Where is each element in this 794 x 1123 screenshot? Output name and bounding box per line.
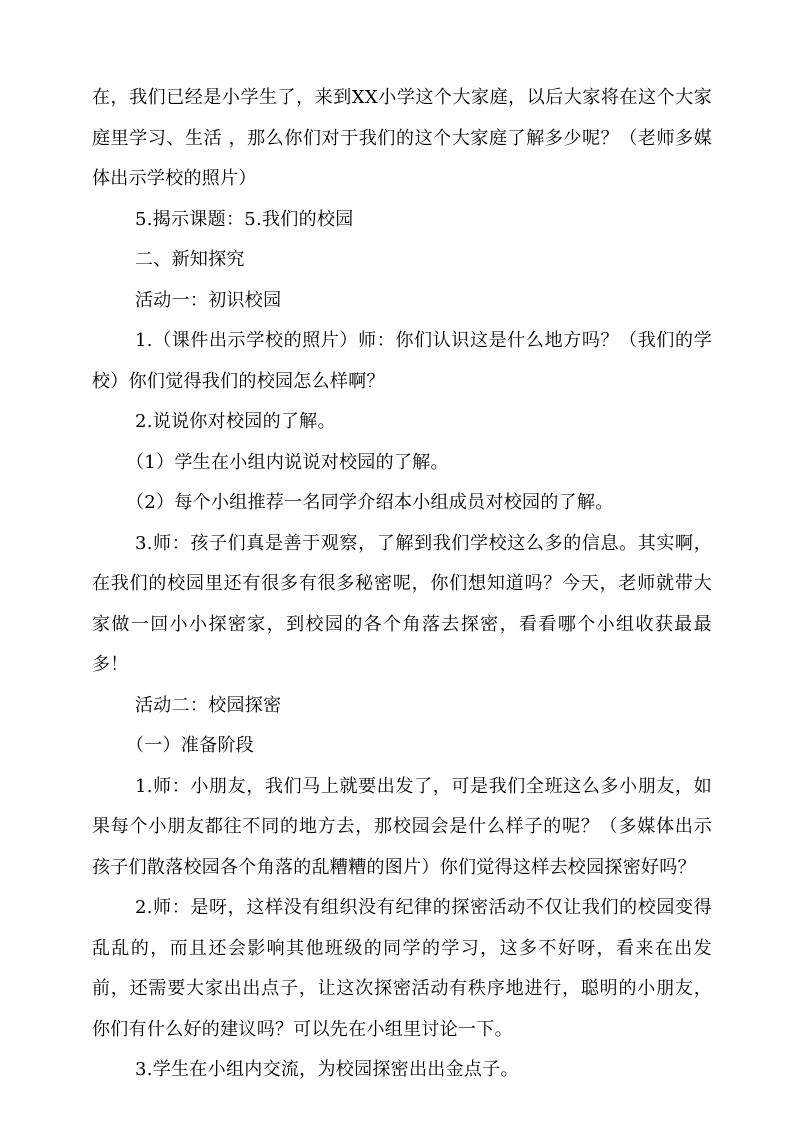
paragraph-activity2-step3: 3.学生在小组内交流，为校园探密出出金点子。 [135,1059,519,1080]
activity-heading-1: 活动一：初识校园 [135,289,282,311]
paragraph-activity1-step2: 2.说说你对校园的了解。 [135,411,336,432]
paragraph-activity2-step1: 1.师：小朋友，我们马上就要出发了，可是我们全班这么多小朋友，如果每个小朋友都往不同的地方去，那校园会是什么样子的呢？（多媒体出示孩子们散落校园各个角落的乱糟糟的图片）你们觉得这样去校园探密好吗？ [92,775,712,878]
activity-heading-2: 活动二：校园探密 [135,694,282,716]
paragraph-activity1-substep2: （2）每个小组推荐一名同学介绍本小组成员对校园的了解。 [126,492,614,513]
paragraph-reveal-topic: 5.揭示课题：5.我们的校园 [135,208,354,230]
paragraph-activity1-step3: 3.师：孩子们真是善于观察，了解到我们学校这么多的信息。其实啊，在我们的校园里还有很多有很多秘密呢，你们想知道吗？今天，老师就带大家做一回小小探密家，到校园的各个角落去探密，看看哪个小组收获最最多！ [92,532,712,675]
paragraph-intro: 在，我们已经是小学生了，来到XX小学这个大家庭，以后大家将在这个大家庭里学习、生活 ，那么你们对于我们的这个大家庭了解多少呢？（老师多媒体出示学校的照片） [92,87,712,189]
stage-heading-preparation: （一）准备阶段 [126,735,255,756]
document-page [92,78,712,1091]
paragraph-activity1-step1: 1.（课件出示学校的照片）师：你们认识这是什么地方吗？（我们的学校）你们觉得我们的校园怎么样啊？ [92,330,712,392]
paragraph-activity1-substep1: （1）学生在小组内说说对校园的了解。 [126,451,449,473]
section-heading-new-knowledge: 二、新知探究 [135,249,245,270]
paragraph-activity2-step2: 2.师：是呀，这样没有组织没有纪律的探密活动不仅让我们的校园变得乱乱的，而且还会影响其他班级的同学的学习，这多不好呀，看来在出发前，还需要大家出出点子，让这次探密活动有秩序地进行，聪明的小朋友，你们有什么好的建议吗？可以先在小组里讨论一下。 [92,897,712,1040]
